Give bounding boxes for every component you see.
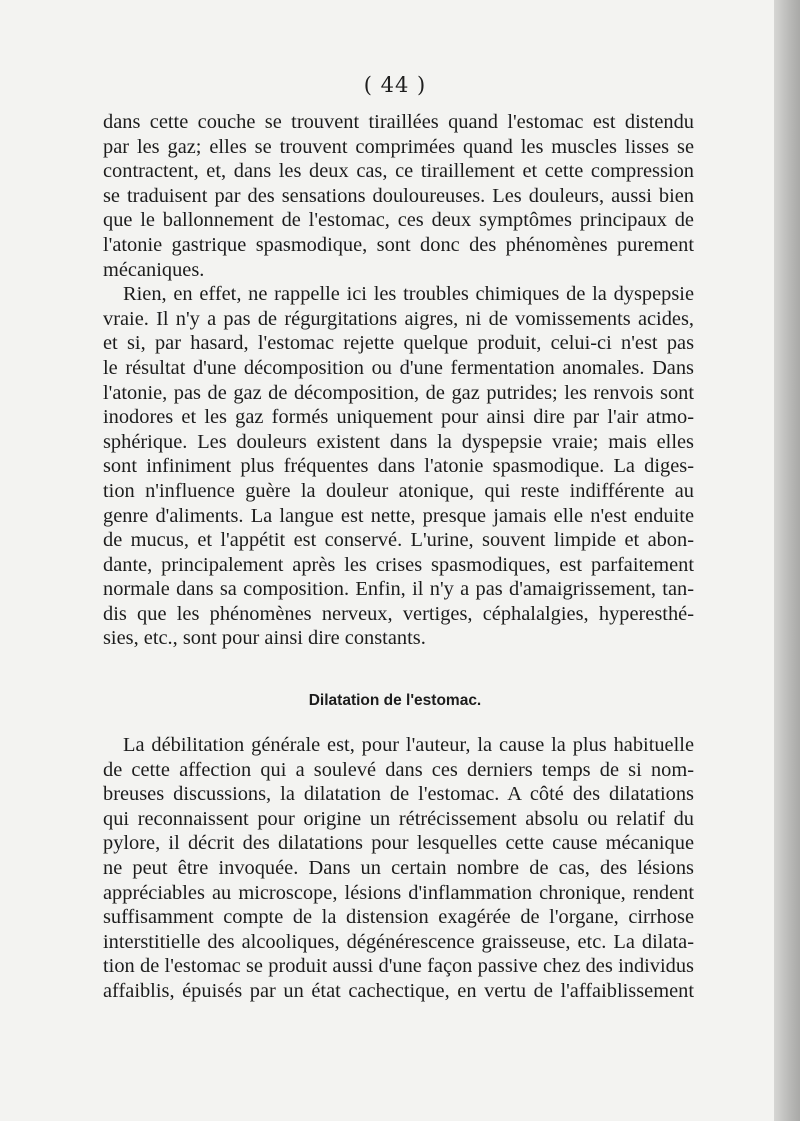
text-line: qui reconnaissent pour origine un rétrécissement absolu ou relatif du: [103, 807, 694, 830]
text-line: tion de l'estomac se produit aussi d'une façon passive chez des individus: [103, 955, 694, 978]
text-line: inodores et les gaz formés uniquement pour ainsi dire par l'air atmo-: [103, 406, 694, 429]
text-line: dante, principalement après les crises spasmodiques, est parfaitement: [103, 553, 694, 576]
text-line: l'atonie gastrique spasmodique, sont donc des phénomènes purement: [103, 233, 694, 256]
text-line: tion n'influence guère la douleur atonique, qui reste indifférente au: [103, 479, 694, 502]
page-edge-shadow: [774, 0, 800, 1121]
section-title: Dilatation de l'estomac.: [308, 692, 482, 709]
text-line: le résultat d'une décomposition ou d'une fermentation anomales. Dans: [103, 356, 694, 379]
text-line: et si, par hasard, l'estomac rejette quelque produit, celui-ci n'est pas: [103, 332, 694, 355]
text-block-bottom: [103, 733, 694, 1004]
page-number: ( 44 ): [363, 73, 427, 97]
text-line: l'atonie, pas de gaz de décomposition, de gaz putrides; les renvois sont: [103, 381, 694, 404]
text-line: affaiblis, épuisés par un état cachectique, en vertu de l'affaiblissement: [103, 979, 694, 1002]
text-line: se traduisent par des sensations douloureuses. Les douleurs, aussi bien: [103, 184, 694, 207]
text-line: genre d'aliments. La langue est nette, presque jamais elle n'est enduite: [103, 504, 694, 527]
text-line: sphérique. Les douleurs existent dans la dyspepsie vraie; mais elles: [103, 430, 694, 453]
text-line: que le ballonnement de l'estomac, ces deux symptômes principaux de: [103, 209, 694, 232]
text-line: de mucus, et l'appétit est conservé. L'urine, souvent limpide et abon-: [103, 529, 694, 552]
text-block-top: [103, 110, 694, 651]
text-line: suffisamment compte de la distension exagérée de l'organe, cirrhose: [103, 906, 694, 929]
text-line: normale dans sa composition. Enfin, il n'y a pas d'amaigrissement, tan-: [103, 578, 694, 601]
text-line: sies, etc., sont pour ainsi dire constants.: [103, 627, 426, 650]
text-line: Rien, en effet, ne rappelle ici les troubles chimiques de la dyspepsie: [123, 283, 694, 306]
text-line: dans cette couche se trouvent tiraillées quand l'estomac est distendu: [103, 111, 694, 133]
text-line: contractent, et, dans les deux cas, ce tiraillement et cette compression: [103, 160, 694, 183]
text-line: de cette affection qui a soulevé dans ces derniers temps de si nom-: [103, 758, 694, 781]
text-line: mécaniques.: [103, 258, 205, 281]
text-line: dis que les phénomènes nerveux, vertiges, céphalalgies, hyperesthé-: [103, 602, 694, 625]
text-line: La débilitation générale est, pour l'auteur, la cause la plus habituelle: [123, 734, 694, 756]
text-line: sont infiniment plus fréquentes dans l'atonie spasmodique. La diges-: [103, 455, 694, 478]
text-line: par les gaz; elles se trouvent comprimées quand les muscles lisses se: [103, 135, 694, 158]
text-line: pylore, il décrit des dilatations pour lesquelles cette cause mécanique: [103, 832, 694, 855]
text-line: breuses discussions, la dilatation de l'estomac. A côté des dilatations: [103, 783, 694, 806]
text-line: interstitielle des alcooliques, dégénérescence graisseuse, etc. La dilata-: [103, 930, 694, 953]
text-line: vraie. Il n'y a pas de régurgitations aigres, ni de vomissements acides,: [103, 307, 694, 330]
text-line: ne peut être invoquée. Dans un certain nombre de cas, des lésions: [103, 856, 694, 879]
text-line: appréciables au microscope, lésions d'inflammation chronique, rendent: [103, 881, 694, 904]
